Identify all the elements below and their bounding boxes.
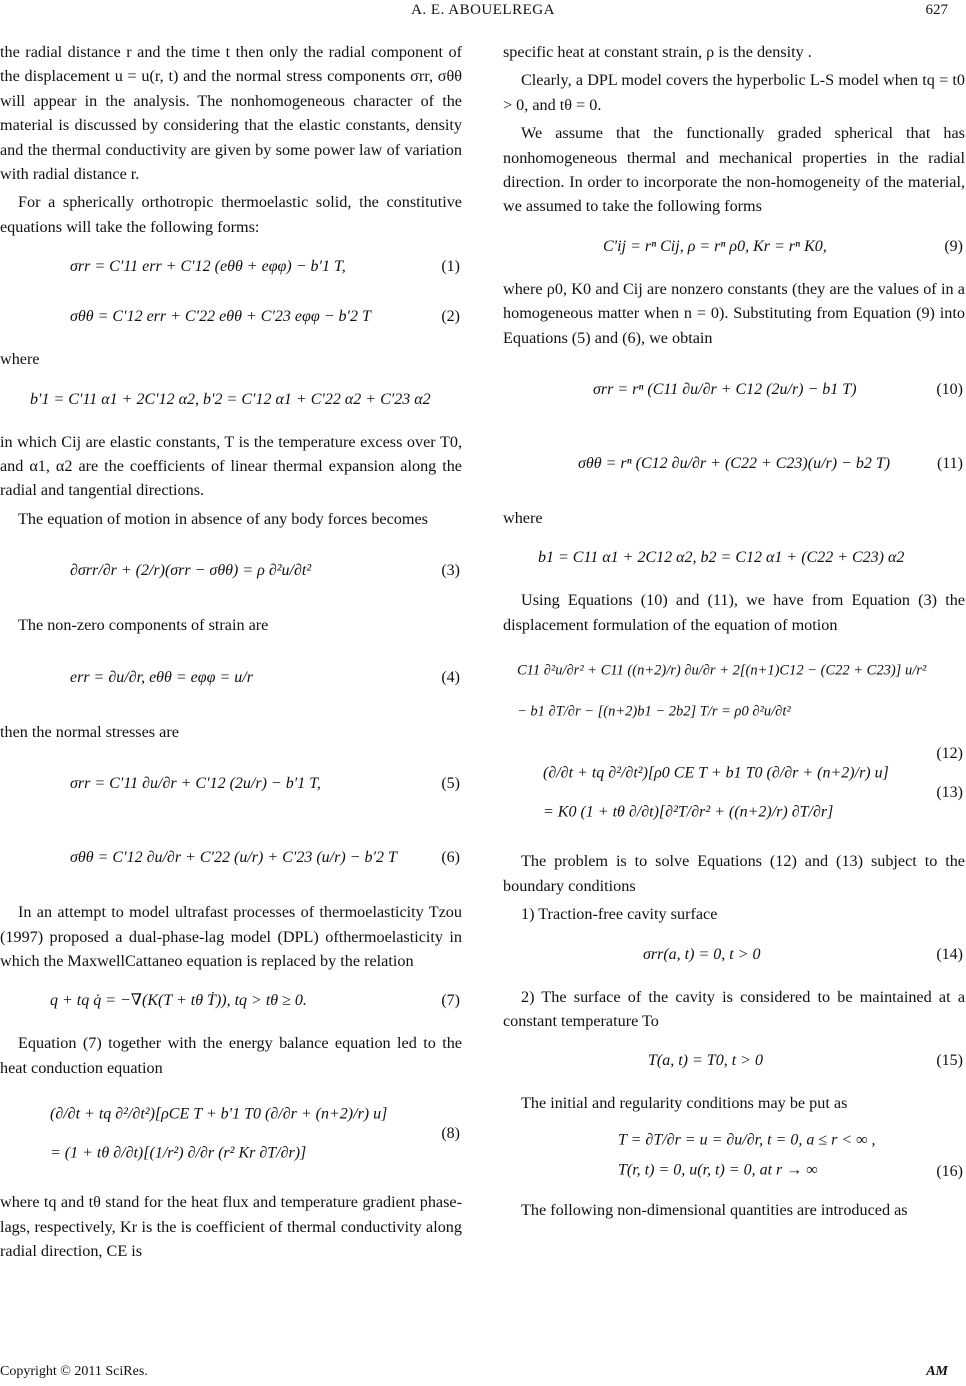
equation-number: (7) (441, 992, 460, 1010)
equation-number: (9) (944, 237, 963, 255)
paragraph: In an attempt to model ultrafast processes of thermoelasticity Tzou (1997) proposed a dual-phase-lag model (DPL) ofthermoelasticity in which the MaxwellCattaneo equation is replaced by the relation (0, 903, 462, 970)
right-column (503, 40, 965, 1222)
equation-3 (0, 539, 462, 603)
equation-14 (503, 935, 965, 975)
equation-number: (16) (936, 1162, 963, 1180)
equation-number: (2) (441, 308, 460, 326)
paragraph: The non-zero components of strain are (18, 616, 269, 635)
equation-body: b′1 = C′11 α1 + 2C′12 α2, b′2 = C′12 α1 + C′22 α2 + C′23 α2 (30, 390, 431, 408)
equation-number: (4) (441, 668, 460, 686)
equation-number: (5) (441, 774, 460, 792)
paragraph: Clearly, a DPL model covers the hyperbolic L-S model when tq = t0 > 0, and tθ = 0. (503, 71, 965, 114)
equation-13 (503, 747, 965, 839)
equation-15 (503, 1041, 965, 1081)
equation-body: σθθ = rⁿ (C12 ∂u/∂r + (C22 + C23)(u/r) − b2 T) (578, 454, 891, 472)
equation-b-coefficients (0, 380, 462, 420)
equation-8 (0, 1088, 462, 1180)
equation-line: (∂/∂t + tq ∂²/∂t²)[ρ0 CE T + b1 T0 (∂/∂r + (n+2)/r) u] (543, 764, 889, 782)
paragraph: For a spherically orthotropic thermoelastic solid, the constitutive equations will take the following forms: (0, 193, 462, 236)
equation-4 (0, 646, 462, 710)
equation-number: (3) (441, 562, 460, 580)
equation-number: (12) (936, 744, 963, 762)
page-header (0, 0, 966, 28)
paragraph: The problem is to solve Equations (12) and (13) subject to the boundary conditions (503, 852, 965, 895)
paragraph: Using Equations (10) and (11), we have from Equation (3) the displacement formulation of the equation of motion (503, 591, 965, 634)
journal-abbreviation: AM (926, 1364, 948, 1379)
equation-line: = (1 + tθ ∂/∂t)[(1/r²) ∂/∂r (r² Kr ∂T/∂r)] (50, 1144, 307, 1162)
equation-body: ∂σrr/∂r + (2/r)(σrr − σθθ) = ρ ∂²u/∂t² (70, 562, 312, 580)
paragraph: where (0, 350, 40, 369)
equation-line: (∂/∂t + tq ∂²/∂t²)[ρCE T + b′1 T0 (∂/∂r + (n+2)/r) u] (50, 1105, 388, 1123)
equation-2 (0, 297, 462, 337)
running-head: A. E. ABOUELREGA (411, 2, 555, 18)
paragraph: in which Cij are elastic constants, T is the temperature excess over T0, and α1, α2 are the coefficients of linear thermal expansion along the radial and tangential directions. (0, 432, 462, 500)
paragraph: where tq and tθ stand for the heat flux and temperature gradient phase-lags, respectively, Kr is the is coefficient of thermal conductivity along radial direction, CE is (0, 1193, 462, 1260)
equation-number: (6) (441, 848, 460, 866)
paragraph: specific heat at constant strain, ρ is the density . (503, 43, 812, 61)
paragraph: The initial and regularity conditions may be put as (521, 1094, 848, 1113)
paragraph: 2) The surface of the cavity is considered to be maintained at a constant temperature To (503, 987, 965, 1030)
equation-line: C11 ∂²u/∂r² + C11 ((n+2)/r) ∂u/∂r + 2[(n+1)C12 − (C22 + C23)] u/r² (517, 662, 927, 679)
paragraph: 1) Traction-free cavity surface (521, 905, 718, 924)
equation-9 (503, 227, 965, 267)
equation-1 (0, 247, 462, 287)
equation-12 (503, 645, 965, 762)
equation-body: q + tq q̇ = −∇(K(T + tθ Ṫ)), tq > tθ ≥ 0. (50, 992, 307, 1010)
paragraph: The following non-dimensional quantities are introduced as (521, 1200, 908, 1219)
equation-b2-coefficients (503, 538, 965, 578)
equation-body: σθθ = C′12 err + C′22 eθθ + C′23 eφφ − b′2 T (70, 308, 371, 326)
equation-body: σrr = rⁿ (C11 ∂u/∂r + C12 (2u/r) − b1 T) (593, 380, 857, 398)
equation-number: (10) (936, 380, 963, 398)
left-column (0, 40, 462, 1263)
equation-line: − b1 ∂T/∂r − [(n+2)b1 − 2b2] T/r = ρ0 ∂²u/∂t² (517, 703, 791, 720)
equation-line: = K0 (1 + tθ ∂/∂t)[∂²T/∂r² + ((n+2)/r) ∂T/∂r] (543, 803, 834, 821)
equation-number: (1) (441, 258, 460, 276)
equation-number: (8) (441, 1124, 460, 1142)
equation-body: C′ij = rⁿ Cij, ρ = rⁿ ρ0, Kr = rⁿ K0, (603, 237, 827, 255)
paragraph: the radial distance r and the time t then only the radial component of the displacement u = u(r, t) and the normal stress components σrr, σθθ will appear in the analysis. The nonhomogeneous character of the material is discussed by considering that the elastic constants, density and the thermal conductivity are given by some power law of variation with radial distance r. (0, 43, 462, 184)
equation-number: (13) (936, 784, 963, 802)
page-number: 627 (925, 2, 948, 18)
equation-10 (503, 358, 965, 422)
paragraph: Equation (7) together with the energy balance equation led to the heat conduction equation (0, 1034, 462, 1077)
equation-5 (0, 752, 462, 816)
equation-body: b1 = C11 α1 + 2C12 α2, b2 = C12 α1 + (C22 + C23) α2 (538, 549, 905, 567)
equation-body: err = ∂u/∂r, eθθ = eφφ = u/r (70, 668, 253, 686)
equation-number: (14) (936, 945, 963, 963)
equation-number: (11) (936, 454, 963, 472)
equation-body: σrr = C′11 ∂u/∂r + C′12 (2u/r) − b′1 T, (70, 774, 321, 792)
equation-body: σrr(a, t) = 0, t > 0 (643, 945, 761, 963)
paragraph: We assume that the functionally graded spherical that has nonhomogeneous thermal and mechanical properties in the radial direction. In order to incorporate the non-homogeneity of the material, we assumed to take the following forms (503, 124, 965, 216)
paragraph: The equation of motion in absence of any body forces becomes (18, 509, 428, 528)
equation-16 (503, 1124, 965, 1188)
copyright-notice: Copyright © 2011 SciRes. (0, 1364, 148, 1379)
paragraph: where ρ0, K0 and Cij are nonzero constants (they are the values of in a homogeneous matter when n = 0). Substituting from Equation (9) into Equations (5) and (6), we obtain (503, 279, 965, 347)
paragraph: then the normal stresses are (0, 722, 179, 741)
equation-11 (503, 432, 965, 496)
equation-body: σθθ = C′12 ∂u/∂r + C′22 (u/r) + C′23 (u/r) − b′2 T (70, 848, 397, 866)
equation-7 (0, 981, 462, 1021)
equation-line: T(r, t) = 0, u(r, t) = 0, at r → ∞ (618, 1161, 818, 1179)
equation-body: σrr = C′11 err + C′12 (eθθ + eφφ) − b′1 T, (70, 258, 346, 276)
equation-number: (15) (936, 1052, 963, 1070)
paragraph: where (503, 509, 543, 528)
equation-line: T = ∂T/∂r = u = ∂u/∂r, t = 0, a ≤ r < ∞ , (618, 1131, 876, 1149)
equation-body: T(a, t) = T0, t > 0 (648, 1052, 763, 1070)
page-footer (0, 1360, 966, 1384)
equation-6 (0, 826, 462, 890)
